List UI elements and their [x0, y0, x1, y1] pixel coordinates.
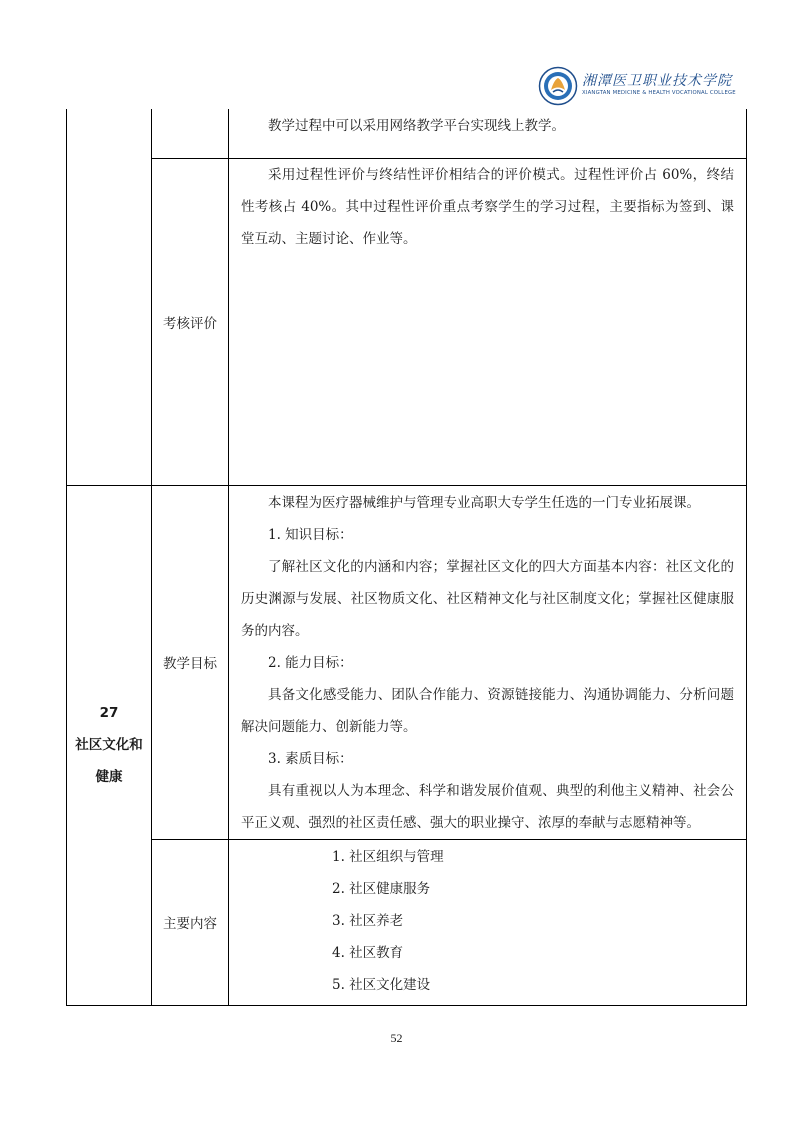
list-item: 3. 社区养老 — [332, 912, 404, 929]
assessment-label: 考核评价 — [152, 158, 229, 485]
course-name-line1: 社区文化和 — [75, 737, 143, 753]
course-name-cell — [67, 485, 152, 1005]
quality-title: 3. 素质目标： — [268, 750, 353, 767]
page-number: 52 — [390, 1031, 403, 1045]
course-name-line2: 健康 — [95, 769, 123, 785]
method-label-cell — [152, 109, 229, 158]
method-content-cell — [229, 109, 747, 158]
college-logo — [538, 66, 738, 106]
quality-text: 具有重视以人为本理念、科学和谐发展价值观、典型的利他主义精神、社会公平正义观、强烈的社区责任感、强大的职业操守、浓厚的奉献与志愿精神等。 — [241, 782, 734, 831]
college-name: 湘潭医卫职业技术学院 — [582, 73, 732, 89]
knowledge-title: 1. 知识目标： — [268, 526, 353, 543]
objectives-label: 教学目标 — [152, 485, 229, 839]
table-row — [67, 485, 747, 839]
prev-course-cell — [67, 109, 152, 485]
objectives-content-cell — [229, 485, 747, 839]
method-text: 教学过程中可以采用网络教学平台实现线上教学。 — [268, 118, 565, 134]
course-table — [66, 109, 747, 1006]
list-item: 4. 社区教育 — [332, 944, 404, 961]
content-list-cell — [229, 839, 747, 1005]
knowledge-text: 了解社区文化的内涵和内容；掌握社区文化的四大方面基本内容：社区文化的历史渊源与发展、社区物质文化、社区精神文化与社区制度文化；掌握社区健康服务的内容。 — [241, 558, 734, 639]
table-row — [67, 109, 747, 158]
content-list — [229, 840, 746, 1001]
list-item: 5. 社区文化建设 — [332, 976, 431, 993]
ability-title: 2. 能力目标： — [268, 654, 353, 671]
college-english-name: XIANGTAN MEDICINE & HEALTH VOCATIONAL COLLEGE — [582, 90, 736, 96]
college-emblem-icon — [538, 66, 578, 106]
list-item: 1. 社区组织与管理 — [332, 848, 444, 865]
content-label: 主要内容 — [152, 839, 229, 1005]
list-item: 2. 社区健康服务 — [332, 880, 431, 897]
table-row — [67, 158, 747, 485]
table-row — [67, 839, 747, 1005]
ability-text: 具备文化感受能力、团队合作能力、资源链接能力、沟通协调能力、分析问题解决问题能力、创新能力等。 — [241, 686, 734, 735]
course-number: 27 — [99, 705, 119, 721]
assessment-content-cell — [229, 158, 747, 485]
assessment-text: 采用过程性评价与终结性评价相结合的评价模式。过程性评价占 60%，终结性考核占 40%。其中过程性评价重点考察学生的学习过程，主要指标为签到、课堂互动、主题讨论、作业等。 — [241, 166, 734, 247]
objectives-intro: 本课程为医疗器械维护与管理专业高职大专学生任选的一门专业拓展课。 — [268, 494, 700, 511]
